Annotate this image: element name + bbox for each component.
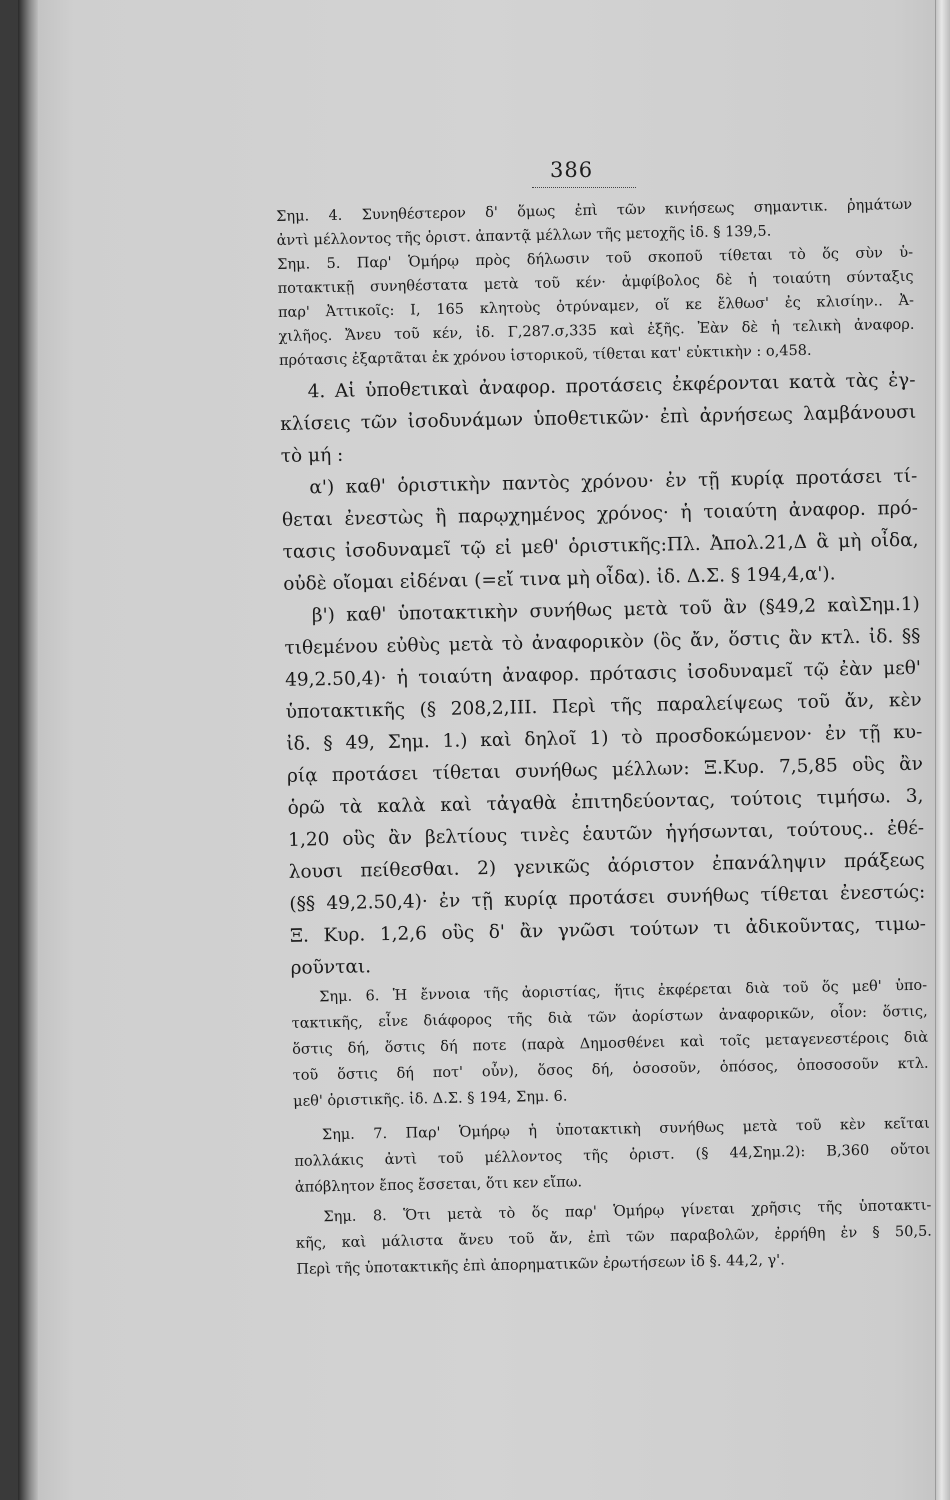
paragraph-a bbox=[281, 461, 919, 601]
text-line: Σημ. 7. Παρ' Ὁμήρῳ ἡ ὑποτακτικὴ συνήθως μετὰ τοῦ κὲν κεῖται bbox=[321, 1115, 930, 1144]
text-line: ροῦνται. bbox=[290, 956, 372, 979]
text-line: πρότασις ἐξαρτᾶται ἐκ χρόνου ἱστορικοῦ, τίθεται κατ' εὐκτικὴν : ο,458. bbox=[278, 342, 812, 369]
text-line: ποτακτικῇ συνηθέστατα μετὰ τοῦ κέν· ἀμφίβολος δὲ ἡ τοιαύτη σύνταξις bbox=[277, 268, 914, 297]
text-line: Σημ. 6. Ἡ ἔννοια τῆς ἀοριστίας, ἥτις ἐκφέρεται διὰ τοῦ ὅς μεθ' ὑπο- bbox=[319, 977, 928, 1006]
text-line: παρ' Ἀττικοῖς: Ι, 165 κλητοὺς ὀτρύναμεν, οἵ κε ἔλθωσ' ἐς κλισίην.. Ἀ- bbox=[277, 292, 915, 321]
text-line: τιθεμένου εὐθὺς μετὰ τὸ ἀναφορικὸν (ὃς ἄν, ὅστις ἂν κτλ. ἰδ. §§ bbox=[284, 625, 921, 659]
text-line: ἰδ. § 49, Σημ. 1.) καὶ δηλοῖ 1) τὸ προσδοκώμενον· ἐν τῇ κυ- bbox=[286, 721, 923, 755]
text-line: α') καθ' ὁριστικὴν παντὸς χρόνου· ἐν τῇ κυρίᾳ προτάσει τί- bbox=[309, 465, 918, 499]
text-line: τοῦ ὅστις δή ποτ' οὖν), ὅσος δή, ὁσοσοῦν, ὁπόσος, ὁποσοσοῦν κτλ. bbox=[292, 1055, 929, 1084]
text-line: 49,2.50,4)· ἡ τοιαύτη ἀναφορ. πρότασις ἰσοδυναμεῖ τῷ ἐὰν μεθ' bbox=[284, 657, 922, 691]
text-line: Περὶ τῆς ὑποτακτικῆς ἐπὶ ἀπορηματικῶν ἐρωτήσεων ἰδ §. 44,2, γ'. bbox=[296, 1252, 785, 1278]
page-text bbox=[276, 193, 933, 1283]
text-line: τασις ἰσοδυναμεῖ τῷ εἰ μεθ' ὁριστικῆς:Πλ. Ἀπολ.21,Δ ἃ μὴ οἶδα, bbox=[282, 529, 919, 563]
text-line: χιλῆος. Ἄνευ τοῦ κέν, ἰδ. Γ,287.σ,335 καὶ ἑξῆς. Ἐὰν δὲ ἡ τελικὴ ἀναφορ. bbox=[278, 316, 915, 345]
header-rule bbox=[532, 187, 636, 188]
text-line: τὸ μή : bbox=[280, 444, 344, 467]
text-line: Σημ. 4. Συνηθέστερον δ' ὅμως ἐπὶ τῶν κινήσεως σημαντικ. ῥημάτων bbox=[276, 196, 913, 225]
text-line: μεθ' ὁριστικῆς. ἰδ. Δ.Σ. § 194, Σημ. 6. bbox=[293, 1088, 568, 1110]
text-line: Σημ. 5. Παρ' Ὁμήρῳ πρὸς δήλωσιν τοῦ σκοποῦ τίθεται τὸ ὅς σὺν ὑ- bbox=[276, 244, 914, 273]
book-spine-shadow bbox=[18, 0, 38, 1500]
text-line: ὑποτακτικῆς (§ 208,2,ΙΙΙ. Περὶ τῆς παραλείψεως τοῦ ἄν, κὲν bbox=[285, 689, 922, 723]
text-line: κλίσεις τῶν ἰσοδυνάμων ὑποθετικῶν· ἐπὶ ἀρνήσεως λαμβάνουσι bbox=[280, 401, 917, 435]
text-line: ὅστις δή, ὅστις δή ποτε (παρὰ Δημοσθένει καὶ τοῖς μεταγενεστέροις διὰ bbox=[292, 1029, 929, 1058]
text-line: ἀπόβλητον ἔπος ἔσσεται, ὅτι κεν εἴπω. bbox=[294, 1174, 583, 1196]
text-line: ἀντὶ μέλλοντος τῆς ὁριστ. ἀπαντᾷ μέλλων τῆς μετοχῆς ἰδ. § 139,5. bbox=[276, 223, 772, 249]
text-line: ρίᾳ προτάσει τίθεται συνήθως μέλλων: Ξ.Κυρ. 7,5,85 οὓς ἂν bbox=[286, 753, 924, 787]
text-line: Ξ. Κυρ. 1,2,6 οὓς δ' ἂν γνῶσι τούτων τι ἀδικοῦντας, τιμω- bbox=[289, 913, 927, 947]
paragraph-b bbox=[284, 589, 927, 985]
note-7 bbox=[294, 1111, 931, 1201]
text-line: κῆς, καὶ μάλιστα ἄνευ τοῦ ἄν, ἐπὶ τῶν παραβολῶν, ἐρρήθη ἐν § 50,5. bbox=[295, 1223, 932, 1252]
book-page bbox=[18, 0, 950, 1500]
text-line: πολλάκις ἀντὶ τοῦ μέλλοντος τῆς ὁριστ. (§ 44,Σημ.2): Β,360 οὔτοι bbox=[294, 1141, 931, 1170]
note-5 bbox=[277, 241, 915, 373]
text-line: θεται ἐνεστὼς ἢ παρῳχημένος χρόνος· ἡ τοιαύτη ἀναφορ. πρό- bbox=[281, 497, 919, 531]
text-line: λουσι πείθεσθαι. 2) γενικῶς ἀόριστον ἐπανάληψιν πράξεως bbox=[288, 849, 925, 883]
note-6 bbox=[291, 973, 929, 1115]
text-line: ὁρῶ τὰ καλὰ καὶ τἀγαθὰ ἐπιτηδεύοντας, τούτοις τιμήσω. 3, bbox=[287, 785, 924, 819]
text-line: οὐδὲ οἴομαι εἰδέναι (=εἴ τινα μὴ οἶδα). ἰδ. Δ.Σ. § 194,4,α'). bbox=[283, 563, 836, 595]
text-line: τακτικῆς, εἶνε διάφορος τῆς διὰ τῶν ἀορίστων ἀναφορικῶν, οἷον: ὅστις, bbox=[291, 1003, 928, 1032]
note-8 bbox=[295, 1193, 932, 1283]
text-line: (§§ 49,2.50,4)· ἐν τῇ κυρίᾳ προτάσει συνήθως τίθεται ἐνεστώς: bbox=[289, 881, 926, 915]
section-4 bbox=[279, 365, 917, 473]
page-number: 386 bbox=[550, 158, 594, 182]
text-line: β') καθ' ὑποτακτικὴν συνήθως μετὰ τοῦ ἂν (§49,2 καὶΣημ.1) bbox=[311, 593, 920, 627]
text-line: 1,20 οὓς ἂν βελτίους τινὲς ἑαυτῶν ἡγήσωνται, τούτους.. ἐθέ- bbox=[287, 817, 925, 851]
text-line: Σημ. 8. Ὅτι μετὰ τὸ ὅς παρ' Ὁμήρῳ γίνεται χρῆσις τῆς ὑποτακτι- bbox=[323, 1197, 932, 1226]
page-edge bbox=[935, 0, 950, 1500]
text-line: 4. Αἱ ὑποθετικαὶ ἀναφορ. προτάσεις ἐκφέρονται κατὰ τὰς ἐγ- bbox=[307, 369, 916, 403]
